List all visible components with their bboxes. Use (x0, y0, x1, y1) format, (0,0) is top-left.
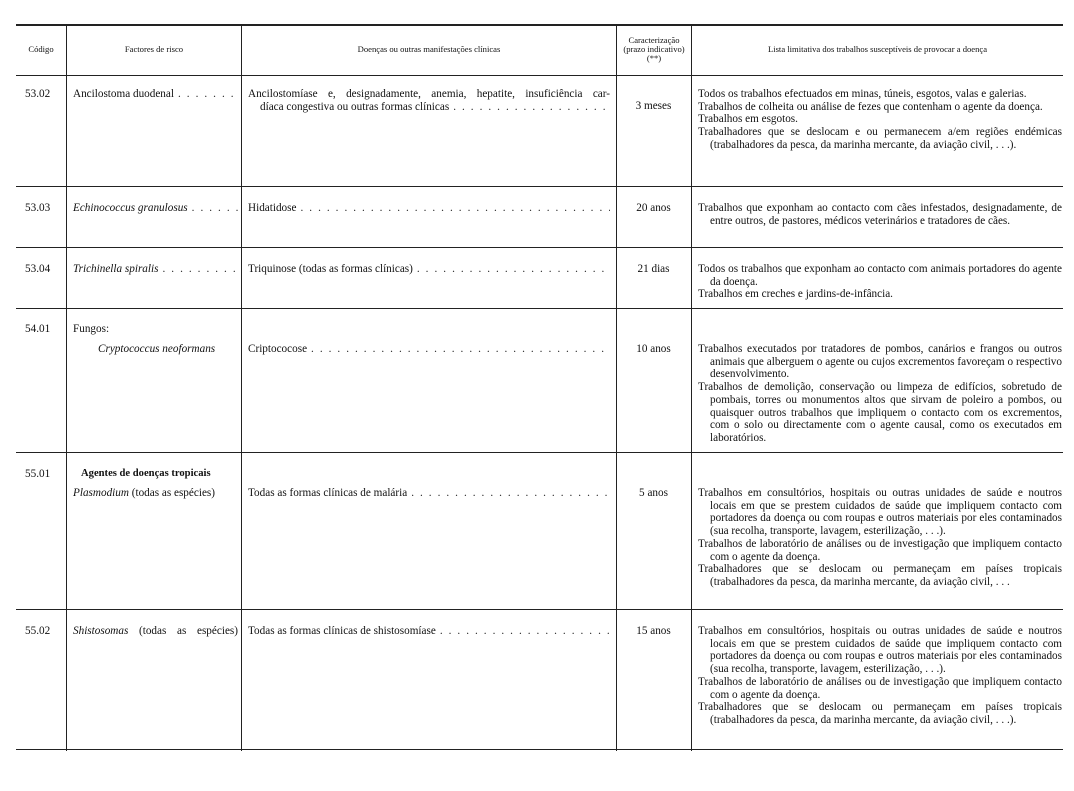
characterization: 21 dias (637, 263, 670, 275)
header-characterization (617, 24, 691, 75)
header-diseases: Doenças ou outras manifestações clínicas (357, 44, 501, 54)
row-code: 55.02 (25, 625, 51, 637)
risk-factor-name: Plasmodium (73, 487, 129, 499)
risk-factor-name: Cryptococcus neoformans (98, 343, 216, 355)
disease-text: Todas as formas clínicas de shistosomíase (248, 625, 436, 637)
works-item: Trabalhos em esgotos. (698, 113, 798, 126)
works-item: Trabalhos em consultórios, hospitais ou outras unidades de saúde e noutros locais em que se prestem cuidados de saúde que impliquem contacto com portadores da doença ou com roupas e outros materiais por eles contaminados (sua recolha, transporte, lavagem, esterilização, . . .). (698, 625, 1062, 676)
column-rule (616, 24, 617, 751)
disease (248, 625, 610, 638)
risk-factor-name (98, 343, 238, 356)
works-list (698, 263, 1062, 301)
works-item: Trabalhos de colheita ou análise de fezes que contenham o agente da doença. (698, 100, 1043, 113)
row-separator (16, 186, 1063, 187)
header-characterization-line: (prazo indicativo) (623, 44, 685, 54)
disease (248, 487, 610, 500)
works-item: Trabalhos executados por tratadores de pombos, canários e frangos ou outros animais que alberguem o agente ou cujos excrementos favoreçam o respectivo desenvolvimento. (698, 343, 1062, 381)
row-code: 54.01 (25, 323, 51, 335)
leader-dots (307, 343, 610, 356)
row-code: 53.02 (25, 88, 51, 100)
disease-line: Ancilostomíase e, designadamente, anemia, hepatite, insuficiência car- (248, 88, 610, 100)
row-code: 53.04 (25, 263, 51, 275)
disease (248, 88, 610, 113)
column-rule (691, 24, 692, 751)
characterization: 3 meses (635, 100, 672, 112)
risk-factor (73, 625, 238, 638)
disease-text: Criptococose (248, 343, 308, 355)
header-characterization-line: (**) (646, 53, 662, 63)
row-code: 55.01 (25, 468, 51, 480)
row-separator (16, 609, 1063, 610)
disease (248, 343, 610, 356)
leader-dots (158, 263, 238, 276)
works-item: Trabalhos em consultórios, hospitais ou outras unidades de saúde e noutros locais em que se prestem cuidados de saúde que impliquem contacto com portadores da doença ou com roupas e outros materiais por eles contaminados (sua recolha, transporte, lavagem, esterilização, . . .). (698, 487, 1062, 538)
disease-text: Triquinose (todas as formas clínicas) (248, 263, 413, 275)
risk-factor-name: Trichinella spiralis (73, 263, 159, 275)
disease-text: Hidatidose (248, 202, 297, 214)
column-rule (241, 24, 242, 751)
column-rule (66, 24, 67, 751)
works-item: Trabalhos de laboratório de análises ou de investigação que impliquem contacto com o agente da doença. (698, 537, 1062, 563)
disease-line (248, 101, 610, 114)
header-characterization-line: Caracterização (628, 35, 680, 45)
works-item: Todos os trabalhos que exponham ao contacto com animais portadores do agente da doença. (698, 263, 1062, 288)
risk-factor (73, 263, 238, 276)
risk-factor-group: Agentes de doenças tropicais (81, 468, 211, 479)
leader-dots (296, 202, 610, 215)
row-separator (16, 308, 1063, 309)
risk-factor-name: Ancilostoma duodenal (73, 88, 174, 100)
risk-factor-name: Echinococcus granulosus (73, 202, 188, 214)
table-bottom-rule (16, 749, 1063, 750)
disease (248, 263, 610, 276)
works-item: Trabalhadores que se deslocam ou permaneçam em países tropicais (trabalhadores da pesca, da marinha mercante, da aviação civil, . . .). (698, 701, 1062, 726)
works-item: Trabalhos em creches e jardins-de-infância. (698, 288, 893, 301)
header-bottom-rule (16, 75, 1063, 76)
row-separator (16, 452, 1063, 453)
risk-factor-qualifier: (todas as espécies) (139, 625, 238, 637)
leader-dots (174, 88, 238, 101)
leader-dots (449, 101, 610, 114)
works-list (698, 202, 1062, 227)
works-item: Trabalhadores que se deslocam e ou permanecem a/em regiões endémicas (trabalhadores da pesca, da marinha mercante, da aviação civil, . . .). (698, 126, 1062, 151)
leader-dots (407, 487, 610, 500)
disease (248, 202, 610, 215)
risk-factor-name: Shistosomas (73, 625, 129, 637)
characterization: 20 anos (636, 202, 671, 214)
header-code: Código (28, 44, 54, 54)
works-item: Trabalhos que exponham ao contacto com cães infestados, designadamente, de entre outros, de pastores, médicos veterinários e tratadores de cães. (698, 202, 1062, 227)
risk-factor (73, 202, 238, 215)
characterization: 15 anos (636, 625, 671, 637)
header-risk-factors: Factores de risco (124, 44, 184, 54)
works-list (698, 487, 1062, 589)
works-list (698, 88, 1062, 152)
characterization: 10 anos (636, 343, 671, 355)
disease-text: díaca congestiva ou outras formas clínicas (260, 100, 450, 113)
works-list (698, 343, 1062, 445)
risk-factor-qualifier: (todas as espécies) (131, 487, 215, 499)
risk-factor (73, 88, 238, 101)
works-item: Trabalhos de demolição, conservação ou limpeza de edifícios, sobretudo de pombais, torres ou monumentos altos que sirvam de poleiro a pombos, ou quaisquer outros trabalhos que impliquem o contacto com os excrementos, com o solo ou directamente com o agente causal, como os executados em laboratórios. (698, 381, 1062, 444)
header-works-list: Lista limitativa dos trabalhos susceptíveis de provocar a doença (767, 44, 988, 54)
characterization: 5 anos (639, 487, 668, 499)
works-item: Trabalhadores que se deslocam ou permaneçam em países tropicais (trabalhadores da pesca, da marinha mercante, da aviação civil, . . . (698, 563, 1062, 588)
risk-factor-group: Fungos: (73, 323, 110, 335)
works-item: Trabalhos de laboratório de análises ou de investigação que impliquem contacto com o agente da doença. (698, 675, 1062, 701)
row-code: 53.03 (25, 202, 51, 214)
works-list (698, 625, 1062, 727)
leader-dots (188, 202, 238, 215)
leader-dots (413, 263, 610, 276)
disease-text: Todas as formas clínicas de malária (248, 487, 408, 499)
works-item: Todos os trabalhos efectuados em minas, túneis, esgotos, valas e galerias. (698, 88, 1027, 100)
risk-factor (73, 487, 238, 500)
leader-dots (436, 625, 610, 638)
row-separator (16, 247, 1063, 248)
